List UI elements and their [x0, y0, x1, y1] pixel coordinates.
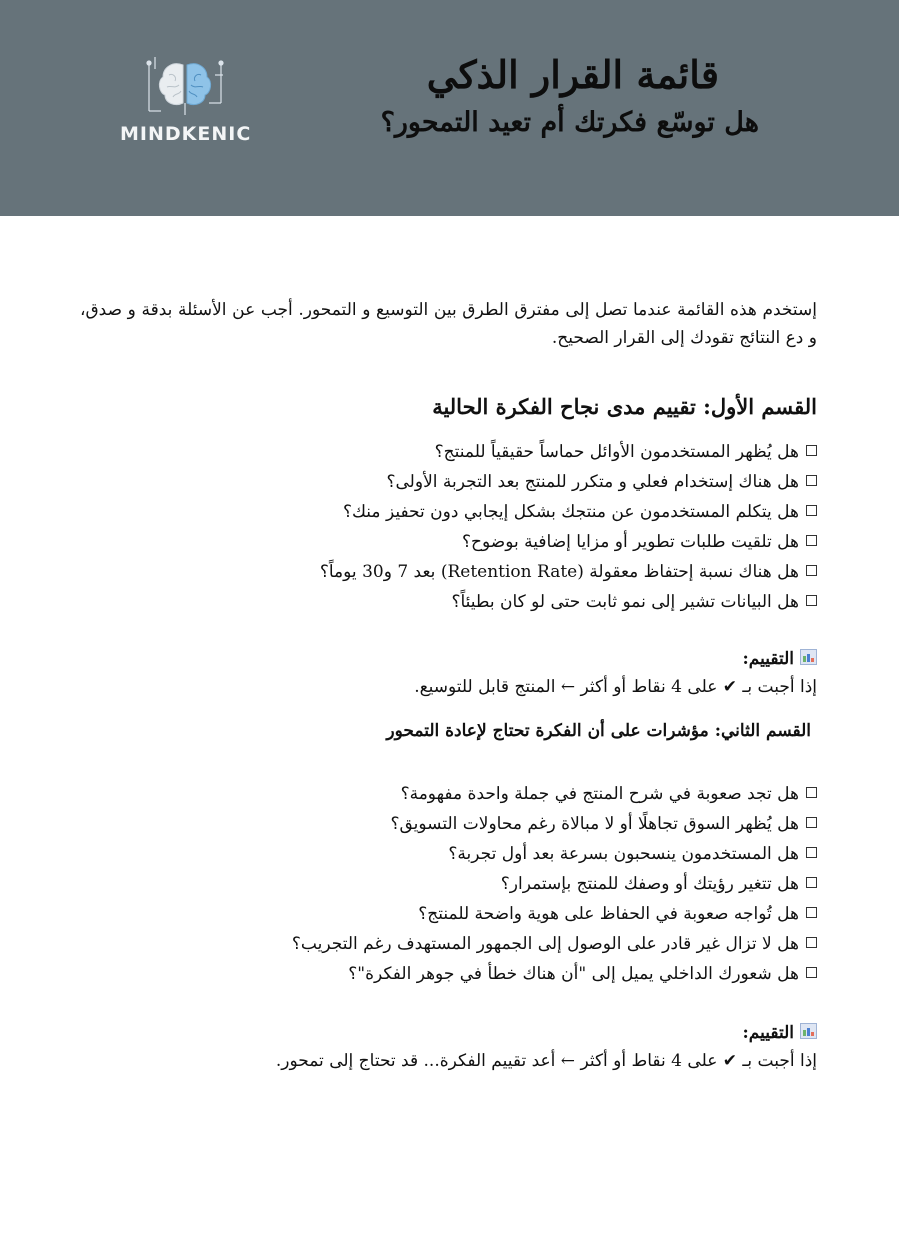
- bar-chart-icon: [800, 1023, 817, 1039]
- checklist-item[interactable]: هل المستخدمون ينسحبون بسرعة بعد أول تجربة؟: [80, 839, 817, 869]
- section2-rating: [80, 1019, 817, 1075]
- checkbox[interactable]: [806, 445, 817, 456]
- section1-rating: [80, 645, 817, 701]
- section2-checklist: [80, 779, 817, 989]
- rating-text: إذا أجبت بـ ✔ على 4 نقاط أو أكثر ← أعد تقييم الفكرة... قد تحتاج إلى تمحور.: [275, 1051, 817, 1071]
- document-body: [80, 296, 817, 1075]
- checkbox[interactable]: [806, 937, 817, 948]
- checkbox[interactable]: [806, 877, 817, 888]
- checklist-item[interactable]: هل شعورك الداخلي يميل إلى "أن هناك خطأ في جوهر الفكرة"؟: [80, 959, 817, 989]
- checklist-item[interactable]: هل البيانات تشير إلى نمو ثابت حتى لو كان بطيئاً؟: [80, 587, 817, 617]
- bar-chart-icon: [800, 649, 817, 665]
- checkbox[interactable]: [806, 595, 817, 606]
- checkbox[interactable]: [806, 847, 817, 858]
- intro-paragraph: إستخدم هذه القائمة عندما تصل إلى مفترق الطرق بين التوسيع و التمحور. أجب عن الأسئلة بدقة و صدق، و دع النتائج تقودك إلى القرار الصحيح.: [80, 300, 817, 348]
- checkbox[interactable]: [806, 475, 817, 486]
- section1-checklist: [80, 437, 817, 617]
- page-subtitle: هل توسّع فكرتك أم تعيد التمحور؟: [380, 107, 759, 138]
- checkbox[interactable]: [806, 787, 817, 798]
- checklist-item[interactable]: هل يتكلم المستخدمون عن منتجك بشكل إيجابي دون تحفيز منك؟: [80, 497, 817, 527]
- section1-title: القسم الأول: تقييم مدى نجاح الفكرة الحالية: [432, 394, 817, 419]
- checklist-item[interactable]: هل هناك إستخدام فعلي و متكرر للمنتج بعد التجربة الأولى؟: [80, 467, 817, 497]
- checklist-item[interactable]: هل يُظهر السوق تجاهلًا أو لا مبالاة رغم محاولات التسويق؟: [80, 809, 817, 839]
- checkbox[interactable]: [806, 505, 817, 516]
- title-block: [199, 50, 759, 140]
- header-banner: [0, 0, 899, 216]
- checklist-item[interactable]: هل تُواجه صعوبة في الحفاظ على هوية واضحة للمنتج؟: [80, 899, 817, 929]
- section2-title: القسم الثاني: مؤشرات على أن الفكرة تحتاج لإعادة التمحور: [386, 721, 811, 741]
- checklist-item[interactable]: هل لا تزال غير قادر على الوصول إلى الجمهور المستهدف رغم التجريب؟: [80, 929, 817, 959]
- checklist-item[interactable]: هل هناك نسبة إحتفاظ معقولة (Retention Rate) بعد 7 و30 يوماً؟: [80, 557, 817, 587]
- checklist-item[interactable]: هل تتغير رؤيتك أو وصفك للمنتج بإستمرار؟: [80, 869, 817, 899]
- checklist-item[interactable]: هل يُظهر المستخدمون الأوائل حماساً حقيقياً للمنتج؟: [80, 437, 817, 467]
- checkbox[interactable]: [806, 907, 817, 918]
- checkbox[interactable]: [806, 967, 817, 978]
- logo-text: MINDKENIC: [120, 123, 252, 145]
- checklist-item[interactable]: هل تلقيت طلبات تطوير أو مزايا إضافية بوضوح؟: [80, 527, 817, 557]
- rating-label: التقييم:: [80, 645, 817, 673]
- checkbox[interactable]: [806, 817, 817, 828]
- checkbox[interactable]: [806, 535, 817, 546]
- rating-text: إذا أجبت بـ ✔ على 4 نقاط أو أكثر ← المنتج قابل للتوسيع.: [414, 677, 817, 697]
- checklist-item[interactable]: هل تجد صعوبة في شرح المنتج في جملة واحدة مفهومة؟: [80, 779, 817, 809]
- page-title: قائمة القرار الذكي: [426, 52, 719, 97]
- rating-label: التقييم:: [80, 1019, 817, 1047]
- checkbox[interactable]: [806, 565, 817, 576]
